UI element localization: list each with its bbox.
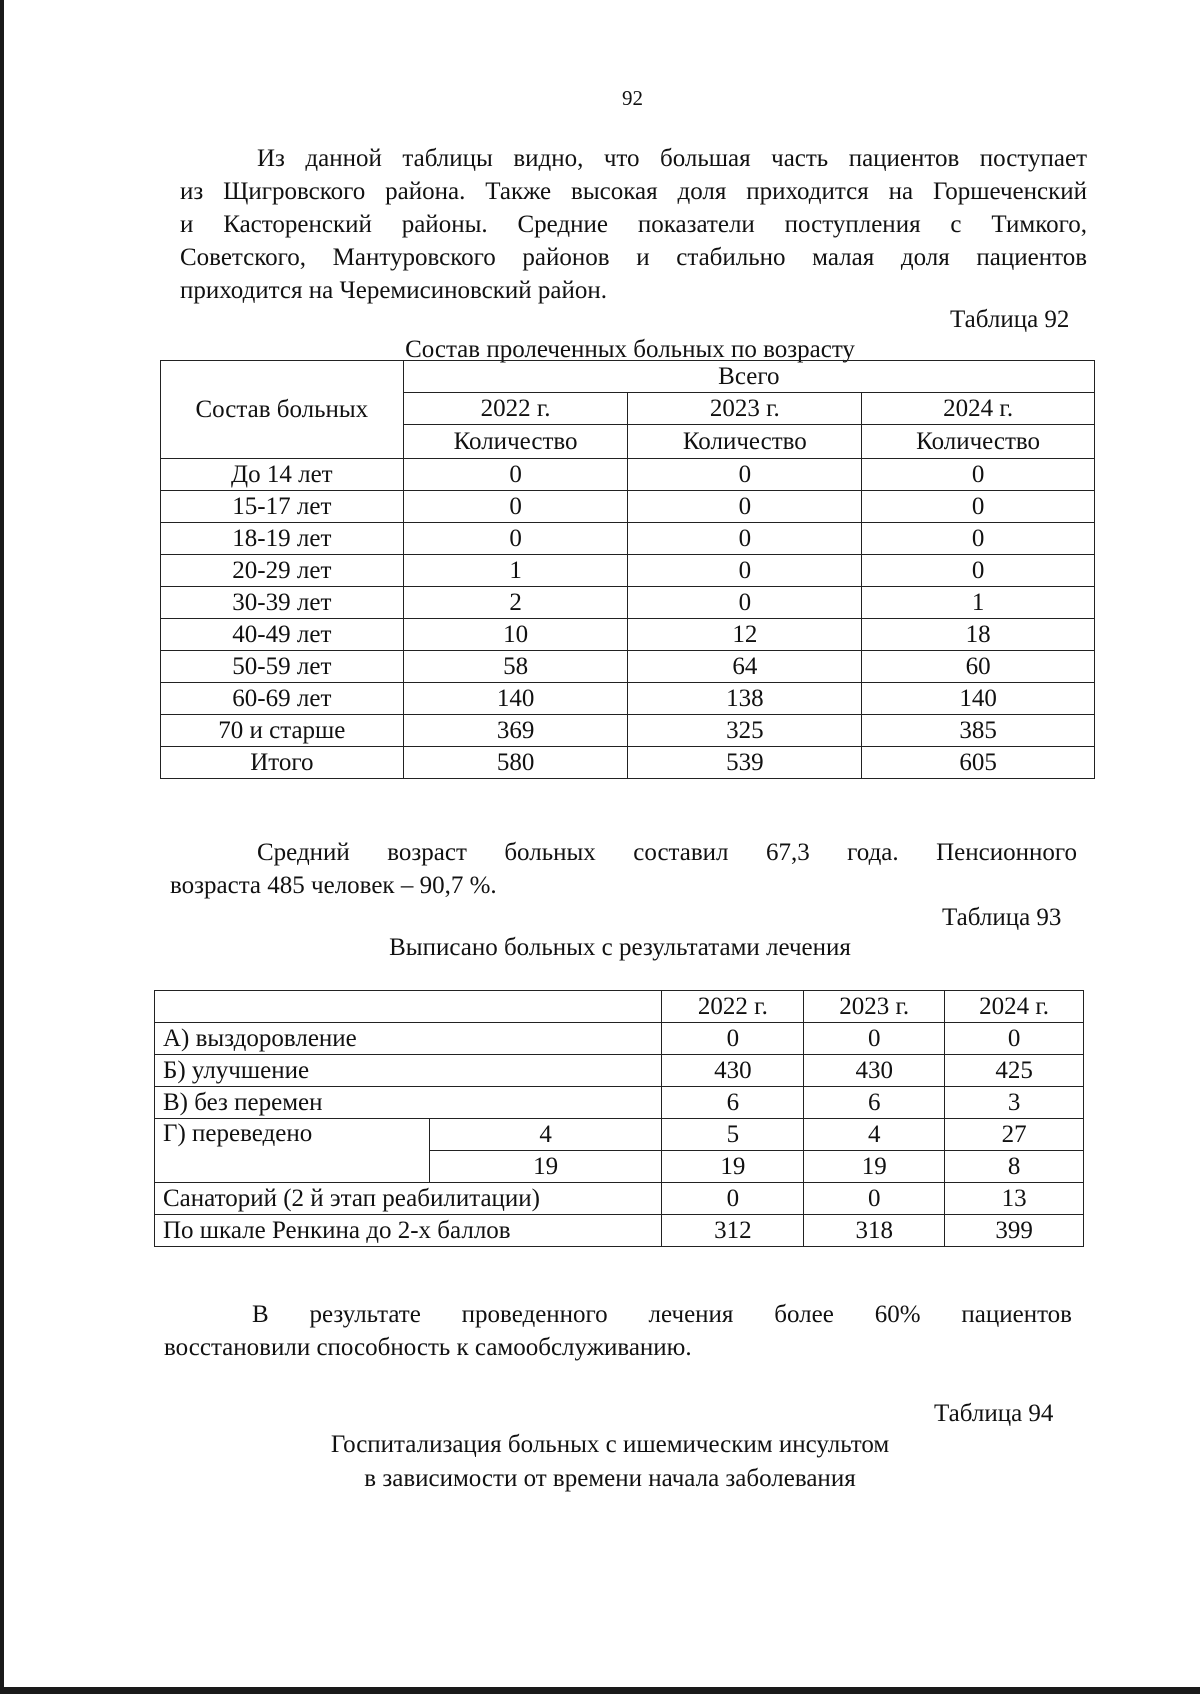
value-cell: 0 bbox=[628, 587, 862, 619]
paragraph-line: Советского, Мантуровского районов и стабильно малая доля пациентов bbox=[180, 244, 1087, 271]
value-cell: 60 bbox=[862, 651, 1095, 683]
value-cell: 0 bbox=[804, 1023, 945, 1055]
value-cell: 140 bbox=[862, 683, 1095, 715]
table-row bbox=[155, 1183, 1084, 1215]
value-cell: 0 bbox=[945, 1023, 1084, 1055]
value-cell: 0 bbox=[403, 459, 628, 491]
age-group-cell: 30-39 лет bbox=[161, 587, 404, 619]
value-cell: 3 bbox=[945, 1087, 1084, 1119]
table-93-title: Выписано больных с результатами лечения bbox=[389, 934, 851, 961]
scan-left-border bbox=[0, 0, 4, 1694]
age-group-cell: До 14 лет bbox=[161, 459, 404, 491]
age-paragraph bbox=[170, 836, 1077, 902]
value-cell: 8 bbox=[945, 1151, 1084, 1183]
value-cell: 0 bbox=[862, 555, 1095, 587]
table-92-title: Состав пролеченных больных по возрасту bbox=[405, 336, 855, 363]
table-row bbox=[155, 1119, 1084, 1151]
value-cell: 2 bbox=[403, 587, 628, 619]
age-group-cell: Итого bbox=[161, 747, 404, 779]
paragraph-line: В результате проведенного лечения более 60% пациентов bbox=[252, 1301, 1072, 1328]
table-94-title-line: Госпитализация больных с ишемическим инсультом bbox=[330, 1431, 890, 1458]
value-cell: 13 bbox=[945, 1183, 1084, 1215]
value-cell: 430 bbox=[804, 1055, 945, 1087]
result-label-cell: Б) улучшение bbox=[155, 1055, 662, 1087]
paragraph-line: восстановили способность к самообслуживанию. bbox=[164, 1334, 692, 1361]
table-row bbox=[161, 715, 1095, 747]
paragraph-line: из Щигровского района. Также высокая доля приходится на Горшеченский bbox=[180, 178, 1087, 205]
value-cell: 64 bbox=[628, 651, 862, 683]
header-cell-year: 2024 г. bbox=[945, 991, 1084, 1023]
table-94-title-line: в зависимости от времени начала заболевания bbox=[364, 1465, 856, 1492]
value-cell: 6 bbox=[662, 1087, 804, 1119]
header-cell-year: 2024 г. bbox=[862, 393, 1095, 425]
table-93-label: Таблица 93 bbox=[942, 904, 1062, 931]
result-label-cell: По шкале Ренкина до 2-х баллов bbox=[155, 1215, 662, 1247]
header-cell-quantity: Количество bbox=[403, 425, 628, 459]
value-cell: 10 bbox=[403, 619, 628, 651]
value-cell: 6 bbox=[804, 1087, 945, 1119]
table-94-label: Таблица 94 bbox=[934, 1400, 1054, 1427]
value-cell: 27 bbox=[945, 1119, 1084, 1151]
intro-paragraph bbox=[180, 142, 1087, 307]
result-paragraph bbox=[164, 1298, 1072, 1364]
value-cell: 0 bbox=[403, 491, 628, 523]
age-group-cell: 60-69 лет bbox=[161, 683, 404, 715]
header-cell-quantity: Количество bbox=[628, 425, 862, 459]
header-cell-year: 2022 г. bbox=[403, 393, 628, 425]
value-cell: 399 bbox=[945, 1215, 1084, 1247]
paragraph-line: Из данной таблицы видно, что большая часть пациентов поступает bbox=[257, 145, 1087, 172]
table-row bbox=[155, 1215, 1084, 1247]
table-row bbox=[161, 651, 1095, 683]
age-group-cell: 70 и старше bbox=[161, 715, 404, 747]
value-cell: 0 bbox=[862, 523, 1095, 555]
header-cell-total: Всего bbox=[403, 361, 1094, 393]
value-cell: 539 bbox=[628, 747, 862, 779]
table-92 bbox=[160, 360, 1095, 779]
value-cell: 369 bbox=[403, 715, 628, 747]
table-row bbox=[161, 587, 1095, 619]
table-row bbox=[161, 555, 1095, 587]
table-row bbox=[161, 683, 1095, 715]
value-cell: 580 bbox=[403, 747, 628, 779]
age-group-cell: 18-19 лет bbox=[161, 523, 404, 555]
age-group-cell: 50-59 лет bbox=[161, 651, 404, 683]
header-cell-group: Состав больных bbox=[161, 361, 404, 459]
age-group-cell: 20-29 лет bbox=[161, 555, 404, 587]
value-cell: 318 bbox=[804, 1215, 945, 1247]
scan-bottom-border bbox=[0, 1687, 1200, 1694]
value-cell: 140 bbox=[403, 683, 628, 715]
header-cell-year: 2023 г. bbox=[628, 393, 862, 425]
value-cell: 605 bbox=[862, 747, 1095, 779]
table-92-label: Таблица 92 bbox=[950, 306, 1070, 333]
value-cell: 1 bbox=[862, 587, 1095, 619]
value-cell: 0 bbox=[862, 459, 1095, 491]
table-row bbox=[161, 491, 1095, 523]
paragraph-line: и Касторенский районы. Средние показатели поступления с Тимкого, bbox=[180, 211, 1087, 238]
value-cell: 12 bbox=[628, 619, 862, 651]
paragraph-line: возраста 485 человек – 90,7 %. bbox=[170, 872, 497, 899]
value-cell: 138 bbox=[628, 683, 862, 715]
table-row bbox=[155, 1055, 1084, 1087]
table-row bbox=[161, 459, 1095, 491]
header-cell-year: 2023 г. bbox=[804, 991, 945, 1023]
transfer-code-cell: 4 bbox=[429, 1119, 662, 1151]
paragraph-line: Средний возраст больных составил 67,3 года. Пенсионного bbox=[257, 839, 1077, 866]
paragraph-line: приходится на Черемисиновский район. bbox=[180, 277, 607, 304]
value-cell: 325 bbox=[628, 715, 862, 747]
table-row-total bbox=[161, 747, 1095, 779]
value-cell: 58 bbox=[403, 651, 628, 683]
header-cell-year: 2022 г. bbox=[662, 991, 804, 1023]
value-cell: 0 bbox=[804, 1183, 945, 1215]
age-group-cell: 40-49 лет bbox=[161, 619, 404, 651]
transfer-code-cell: 19 bbox=[429, 1151, 662, 1183]
result-label-cell: В) без перемен bbox=[155, 1087, 662, 1119]
value-cell: 0 bbox=[628, 555, 862, 587]
table-row bbox=[161, 619, 1095, 651]
value-cell: 0 bbox=[628, 491, 862, 523]
header-cell-empty bbox=[155, 991, 662, 1023]
value-cell: 0 bbox=[628, 459, 862, 491]
table-row bbox=[161, 523, 1095, 555]
value-cell: 425 bbox=[945, 1055, 1084, 1087]
value-cell: 18 bbox=[862, 619, 1095, 651]
value-cell: 0 bbox=[662, 1023, 804, 1055]
table-94-title bbox=[250, 1428, 970, 1496]
value-cell: 430 bbox=[662, 1055, 804, 1087]
value-cell: 0 bbox=[403, 523, 628, 555]
result-label-cell: Санаторий (2 й этап реабилитации) bbox=[155, 1183, 662, 1215]
header-cell-quantity: Количество bbox=[862, 425, 1095, 459]
value-cell: 312 bbox=[662, 1215, 804, 1247]
value-cell: 4 bbox=[804, 1119, 945, 1151]
value-cell: 385 bbox=[862, 715, 1095, 747]
table-row bbox=[155, 1087, 1084, 1119]
value-cell: 0 bbox=[862, 491, 1095, 523]
table-row bbox=[155, 1023, 1084, 1055]
value-cell: 0 bbox=[662, 1183, 804, 1215]
value-cell: 1 bbox=[403, 555, 628, 587]
result-label-cell: А) выздоровление bbox=[155, 1023, 662, 1055]
value-cell: 0 bbox=[628, 523, 862, 555]
value-cell: 19 bbox=[662, 1151, 804, 1183]
value-cell: 5 bbox=[662, 1119, 804, 1151]
page-number: 92 bbox=[622, 86, 643, 110]
table-93 bbox=[154, 990, 1084, 1247]
value-cell: 19 bbox=[804, 1151, 945, 1183]
result-label-cell: Г) переведено bbox=[155, 1119, 430, 1183]
age-group-cell: 15-17 лет bbox=[161, 491, 404, 523]
